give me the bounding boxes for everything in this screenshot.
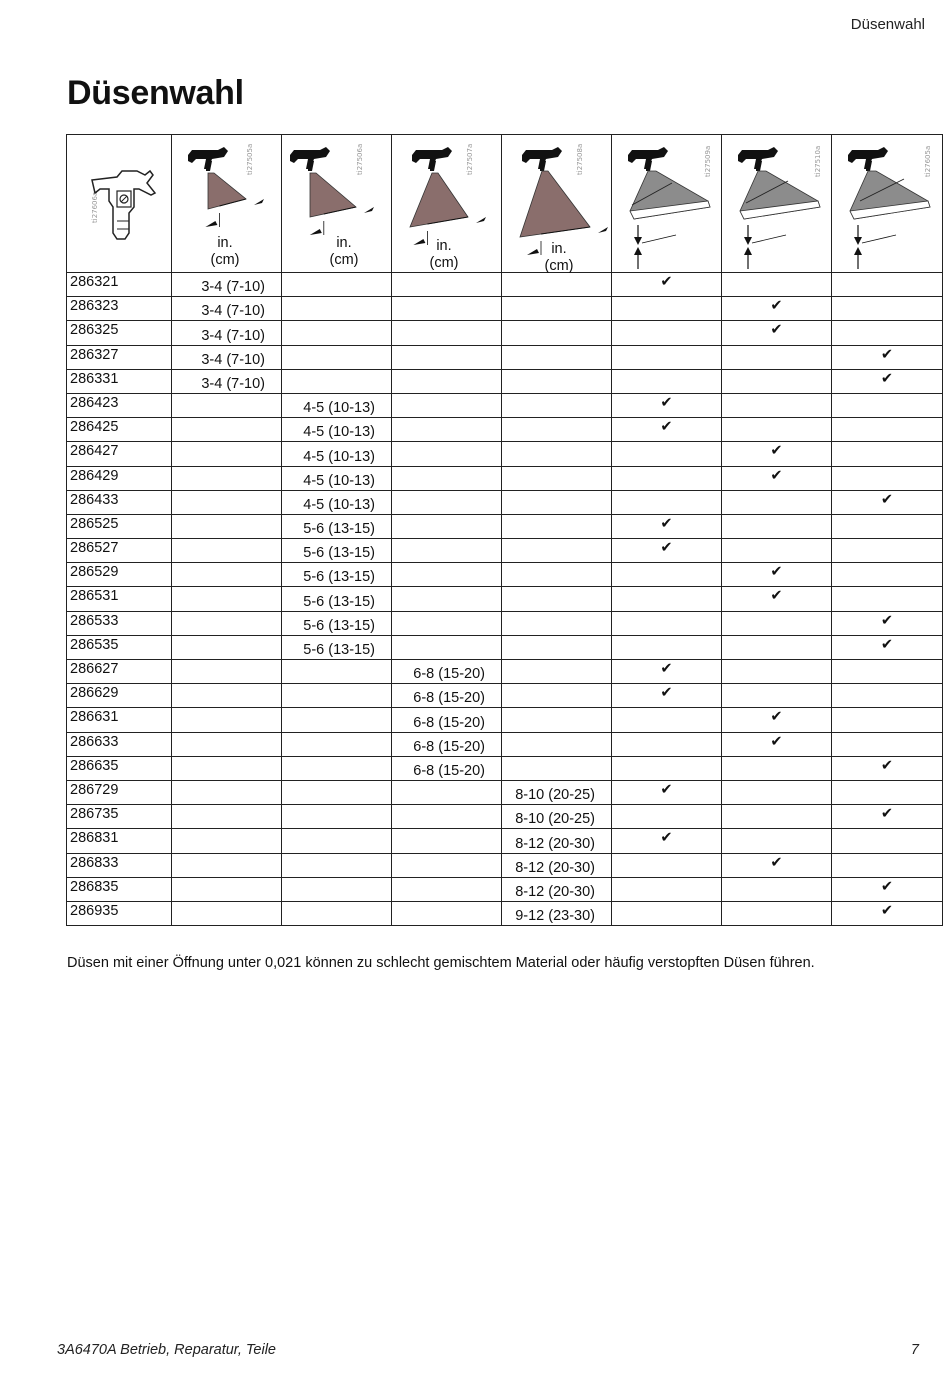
table-header-row	[67, 135, 943, 273]
empty-cell	[722, 490, 832, 514]
empty-cell	[722, 684, 832, 708]
svg-text:ti27505a: ti27505a	[246, 143, 254, 175]
fan-width-cell	[282, 756, 392, 780]
fan-width-cell: 6-8 (15-20)	[392, 660, 502, 684]
fan-width-cell	[502, 756, 612, 780]
fan-width-cell	[172, 490, 282, 514]
fan-width-cell	[392, 393, 502, 417]
fan-width-cell: 3-4 (7-10)	[172, 345, 282, 369]
fan-width-cell	[172, 587, 282, 611]
fan-width-cell: 8-12 (20-30)	[502, 829, 612, 853]
part-number: 286533	[67, 611, 172, 635]
empty-cell	[722, 514, 832, 538]
table-row	[67, 563, 943, 587]
unit-in: in.	[217, 235, 233, 251]
fan-width-cell	[172, 635, 282, 659]
check-mark-icon: ✔	[722, 466, 832, 490]
fan-width-cell	[502, 418, 612, 442]
running-header: Düsenwahl	[850, 16, 925, 33]
table-row	[67, 514, 943, 538]
fan-width-cell	[172, 780, 282, 804]
part-number: 286427	[67, 442, 172, 466]
spray-tip-icon	[67, 135, 172, 272]
fan-width-cell	[392, 539, 502, 563]
fan-width-cell	[282, 297, 392, 321]
width-figure-cell-3	[392, 135, 502, 273]
check-mark-icon: ✔	[832, 805, 943, 829]
fan-width-cell	[502, 273, 612, 297]
fan-width-cell	[502, 466, 612, 490]
check-mark-icon: ✔	[722, 442, 832, 466]
document-id: 3A6470A Betrieb, Reparatur, Teile	[57, 1342, 276, 1358]
empty-cell	[612, 732, 722, 756]
fan-width-cell	[392, 829, 502, 853]
fan-width-cell	[172, 805, 282, 829]
part-number: 286327	[67, 345, 172, 369]
fan-width-cell	[282, 345, 392, 369]
empty-cell	[722, 805, 832, 829]
tip-selection-table	[66, 134, 943, 926]
fan-width-cell	[172, 708, 282, 732]
empty-cell	[612, 805, 722, 829]
table-row	[67, 805, 943, 829]
height-figure-cell-2	[722, 135, 832, 273]
table-row	[67, 877, 943, 901]
table-row	[67, 345, 943, 369]
fan-width-cell: 6-8 (15-20)	[392, 756, 502, 780]
empty-cell	[832, 829, 943, 853]
svg-text:ti27506a: ti27506a	[356, 143, 364, 175]
unit-cm: (cm)	[329, 252, 359, 268]
check-mark-icon: ✔	[612, 393, 722, 417]
fan-width-cell: 5-6 (13-15)	[282, 611, 392, 635]
part-number: 286729	[67, 780, 172, 804]
table-row	[67, 611, 943, 635]
fan-width-cell	[392, 273, 502, 297]
part-number: 286833	[67, 853, 172, 877]
fan-width-cell	[172, 756, 282, 780]
part-number: 286835	[67, 877, 172, 901]
part-number: 286633	[67, 732, 172, 756]
empty-cell	[722, 539, 832, 563]
empty-cell	[722, 756, 832, 780]
fan-width-cell	[392, 563, 502, 587]
fan-width-cell: 4-5 (10-13)	[282, 442, 392, 466]
unit-in: in.	[551, 241, 567, 257]
fan-width-cell	[172, 732, 282, 756]
table-row	[67, 442, 943, 466]
part-number: 286525	[67, 514, 172, 538]
fan-width-cell	[172, 514, 282, 538]
empty-cell	[612, 297, 722, 321]
check-mark-icon: ✔	[612, 780, 722, 804]
fan-width-cell: 5-6 (13-15)	[282, 587, 392, 611]
fan-width-cell	[282, 321, 392, 345]
fan-width-cell	[392, 587, 502, 611]
fan-width-cell: 8-12 (20-30)	[502, 877, 612, 901]
part-number: 286635	[67, 756, 172, 780]
empty-cell	[832, 732, 943, 756]
empty-cell	[612, 466, 722, 490]
empty-cell	[612, 756, 722, 780]
empty-cell	[832, 466, 943, 490]
fan-width-cell	[502, 635, 612, 659]
fan-width-cell: 6-8 (15-20)	[392, 708, 502, 732]
fan-width-cell: 3-4 (7-10)	[172, 321, 282, 345]
table-row	[67, 756, 943, 780]
empty-cell	[832, 442, 943, 466]
fan-width-cell	[172, 660, 282, 684]
spray-height-icon	[832, 135, 942, 272]
fig-id-tip: ti27606a	[91, 191, 99, 223]
check-mark-icon: ✔	[722, 321, 832, 345]
check-mark-icon: ✔	[832, 369, 943, 393]
fan-width-cell	[392, 297, 502, 321]
fan-width-cell: 4-5 (10-13)	[282, 490, 392, 514]
fan-width-cell	[172, 611, 282, 635]
fan-width-cell: 9-12 (23-30)	[502, 901, 612, 925]
empty-cell	[832, 418, 943, 442]
table-row	[67, 273, 943, 297]
check-mark-icon: ✔	[832, 611, 943, 635]
fan-width-cell	[392, 345, 502, 369]
height-figure-cell-3	[832, 135, 943, 273]
fan-width-cell	[392, 321, 502, 345]
fan-width-cell	[282, 853, 392, 877]
height-figure-cell-1	[612, 135, 722, 273]
part-number: 286321	[67, 273, 172, 297]
fan-width-cell	[392, 490, 502, 514]
fan-width-cell: 4-5 (10-13)	[282, 466, 392, 490]
empty-cell	[832, 853, 943, 877]
empty-cell	[612, 321, 722, 345]
empty-cell	[832, 273, 943, 297]
fan-width-cell	[282, 805, 392, 829]
fan-width-cell	[392, 514, 502, 538]
fan-width-cell	[172, 901, 282, 925]
part-number: 286331	[67, 369, 172, 393]
part-number: 286629	[67, 684, 172, 708]
check-mark-icon: ✔	[722, 708, 832, 732]
fan-width-cell	[282, 273, 392, 297]
empty-cell	[832, 708, 943, 732]
fan-width-cell	[502, 732, 612, 756]
part-number: 286735	[67, 805, 172, 829]
table-row	[67, 660, 943, 684]
empty-cell	[612, 442, 722, 466]
check-mark-icon: ✔	[612, 660, 722, 684]
table-row	[67, 587, 943, 611]
empty-cell	[832, 660, 943, 684]
fan-width-cell	[392, 901, 502, 925]
empty-cell	[612, 901, 722, 925]
part-number: 286323	[67, 297, 172, 321]
fan-width-cell	[392, 369, 502, 393]
empty-cell	[722, 829, 832, 853]
table-row	[67, 393, 943, 417]
spray-height-icon	[612, 135, 722, 272]
part-number: 286529	[67, 563, 172, 587]
fan-width-cell	[502, 563, 612, 587]
fan-width-cell	[172, 853, 282, 877]
check-mark-icon: ✔	[722, 853, 832, 877]
empty-cell	[722, 635, 832, 659]
fan-width-cell	[502, 490, 612, 514]
empty-cell	[722, 901, 832, 925]
empty-cell	[722, 660, 832, 684]
fan-width-cell	[282, 780, 392, 804]
empty-cell	[832, 539, 943, 563]
fan-width-cell: 3-4 (7-10)	[172, 369, 282, 393]
fan-width-cell: 8-10 (20-25)	[502, 805, 612, 829]
width-unit-label	[324, 235, 364, 269]
fan-width-cell	[502, 611, 612, 635]
fan-width-cell	[392, 635, 502, 659]
width-figure-cell-2	[282, 135, 392, 273]
table-row	[67, 297, 943, 321]
unit-cm: (cm)	[210, 252, 240, 268]
fan-width-cell: 4-5 (10-13)	[282, 418, 392, 442]
table-row	[67, 901, 943, 925]
check-mark-icon: ✔	[722, 297, 832, 321]
unit-cm: (cm)	[544, 258, 574, 274]
check-mark-icon: ✔	[832, 635, 943, 659]
svg-text:ti27508a: ti27508a	[576, 143, 584, 175]
fan-width-cell	[392, 442, 502, 466]
fan-width-cell	[392, 466, 502, 490]
empty-cell	[832, 780, 943, 804]
check-mark-icon: ✔	[832, 901, 943, 925]
part-number: 286325	[67, 321, 172, 345]
part-number: 286535	[67, 635, 172, 659]
part-number: 286423	[67, 393, 172, 417]
part-number: 286627	[67, 660, 172, 684]
empty-cell	[722, 780, 832, 804]
svg-text:ti27510a: ti27510a	[814, 145, 822, 177]
fan-width-cell: 5-6 (13-15)	[282, 635, 392, 659]
table-row	[67, 490, 943, 514]
empty-cell	[722, 393, 832, 417]
empty-cell	[612, 369, 722, 393]
width-unit-label	[539, 241, 579, 275]
tip-illustration-cell	[67, 135, 172, 273]
fan-width-cell	[282, 877, 392, 901]
empty-cell	[612, 345, 722, 369]
empty-cell	[832, 684, 943, 708]
empty-cell	[832, 393, 943, 417]
fan-width-cell	[502, 297, 612, 321]
unit-in: in.	[336, 235, 352, 251]
empty-cell	[722, 877, 832, 901]
empty-cell	[612, 708, 722, 732]
fan-width-cell	[172, 684, 282, 708]
check-mark-icon: ✔	[832, 490, 943, 514]
check-mark-icon: ✔	[612, 273, 722, 297]
table-row	[67, 853, 943, 877]
empty-cell	[832, 587, 943, 611]
fan-width-cell	[502, 660, 612, 684]
fan-width-cell	[502, 393, 612, 417]
fan-width-cell	[502, 514, 612, 538]
table-row	[67, 732, 943, 756]
part-number: 286631	[67, 708, 172, 732]
fan-width-cell	[172, 877, 282, 901]
fan-width-cell: 3-4 (7-10)	[172, 297, 282, 321]
svg-text:ti27605a: ti27605a	[924, 145, 932, 177]
fan-width-cell: 5-6 (13-15)	[282, 563, 392, 587]
unit-cm: (cm)	[429, 255, 459, 271]
fan-width-cell: 4-5 (10-13)	[282, 393, 392, 417]
table-row	[67, 684, 943, 708]
part-number: 286429	[67, 466, 172, 490]
fan-width-cell	[502, 684, 612, 708]
fan-width-cell	[502, 539, 612, 563]
check-mark-icon: ✔	[722, 563, 832, 587]
fan-width-cell	[172, 466, 282, 490]
fan-width-cell	[502, 442, 612, 466]
fan-width-cell	[502, 369, 612, 393]
width-unit-label	[205, 235, 245, 269]
fan-width-cell	[392, 805, 502, 829]
unit-in: in.	[436, 238, 452, 254]
table-row	[67, 708, 943, 732]
check-mark-icon: ✔	[612, 418, 722, 442]
fan-width-cell	[502, 321, 612, 345]
fan-width-cell	[172, 418, 282, 442]
empty-cell	[612, 611, 722, 635]
page-title: Düsenwahl	[67, 74, 244, 112]
part-number: 286425	[67, 418, 172, 442]
empty-cell	[612, 563, 722, 587]
fan-width-cell: 8-12 (20-30)	[502, 853, 612, 877]
empty-cell	[612, 853, 722, 877]
fan-width-cell	[502, 345, 612, 369]
empty-cell	[612, 587, 722, 611]
fan-width-cell: 5-6 (13-15)	[282, 539, 392, 563]
check-mark-icon: ✔	[612, 684, 722, 708]
check-mark-icon: ✔	[832, 345, 943, 369]
footnote: Düsen mit einer Öffnung unter 0,021 können zu schlecht gemischtem Material oder häufig verstopften Düsen führen.	[67, 955, 815, 971]
fan-width-cell: 3-4 (7-10)	[172, 273, 282, 297]
part-number: 286531	[67, 587, 172, 611]
fan-width-cell	[172, 563, 282, 587]
fan-width-cell: 6-8 (15-20)	[392, 732, 502, 756]
table-row	[67, 369, 943, 393]
empty-cell	[832, 321, 943, 345]
fan-width-cell	[392, 853, 502, 877]
check-mark-icon: ✔	[722, 732, 832, 756]
part-number: 286935	[67, 901, 172, 925]
svg-text:ti27507a: ti27507a	[466, 143, 474, 175]
width-figure-cell-1	[172, 135, 282, 273]
fan-width-cell	[282, 829, 392, 853]
fan-width-cell	[392, 877, 502, 901]
width-unit-label	[424, 238, 464, 272]
check-mark-icon: ✔	[832, 877, 943, 901]
table-row	[67, 539, 943, 563]
check-mark-icon: ✔	[612, 514, 722, 538]
fan-width-cell: 6-8 (15-20)	[392, 684, 502, 708]
empty-cell	[832, 563, 943, 587]
empty-cell	[612, 490, 722, 514]
table-row	[67, 635, 943, 659]
part-number: 286527	[67, 539, 172, 563]
fan-width-cell	[172, 829, 282, 853]
width-figure-cell-4	[502, 135, 612, 273]
check-mark-icon: ✔	[612, 539, 722, 563]
fan-width-cell	[502, 587, 612, 611]
fan-width-cell	[172, 393, 282, 417]
check-mark-icon: ✔	[832, 756, 943, 780]
fan-width-cell	[282, 901, 392, 925]
part-number: 286831	[67, 829, 172, 853]
page-number: 7	[910, 1342, 919, 1358]
empty-cell	[722, 273, 832, 297]
table-row	[67, 466, 943, 490]
fan-width-cell	[392, 418, 502, 442]
fan-width-cell: 8-10 (20-25)	[502, 780, 612, 804]
empty-cell	[722, 369, 832, 393]
svg-text:ti27509a: ti27509a	[704, 145, 712, 177]
fan-width-cell	[282, 708, 392, 732]
empty-cell	[722, 611, 832, 635]
check-mark-icon: ✔	[612, 829, 722, 853]
fan-width-cell	[282, 732, 392, 756]
fan-width-cell	[282, 369, 392, 393]
empty-cell	[722, 345, 832, 369]
spray-height-icon	[722, 135, 832, 272]
empty-cell	[832, 514, 943, 538]
fan-width-cell	[502, 708, 612, 732]
empty-cell	[722, 418, 832, 442]
empty-cell	[832, 297, 943, 321]
fan-width-cell	[282, 684, 392, 708]
fan-width-cell	[392, 780, 502, 804]
table-row	[67, 418, 943, 442]
empty-cell	[612, 635, 722, 659]
table-row	[67, 829, 943, 853]
fan-width-cell	[392, 611, 502, 635]
fan-width-cell: 5-6 (13-15)	[282, 514, 392, 538]
empty-cell	[612, 877, 722, 901]
part-number: 286433	[67, 490, 172, 514]
fan-width-cell	[172, 442, 282, 466]
check-mark-icon: ✔	[722, 587, 832, 611]
fan-width-cell	[282, 660, 392, 684]
fan-width-cell	[172, 539, 282, 563]
table-row	[67, 780, 943, 804]
table-row	[67, 321, 943, 345]
